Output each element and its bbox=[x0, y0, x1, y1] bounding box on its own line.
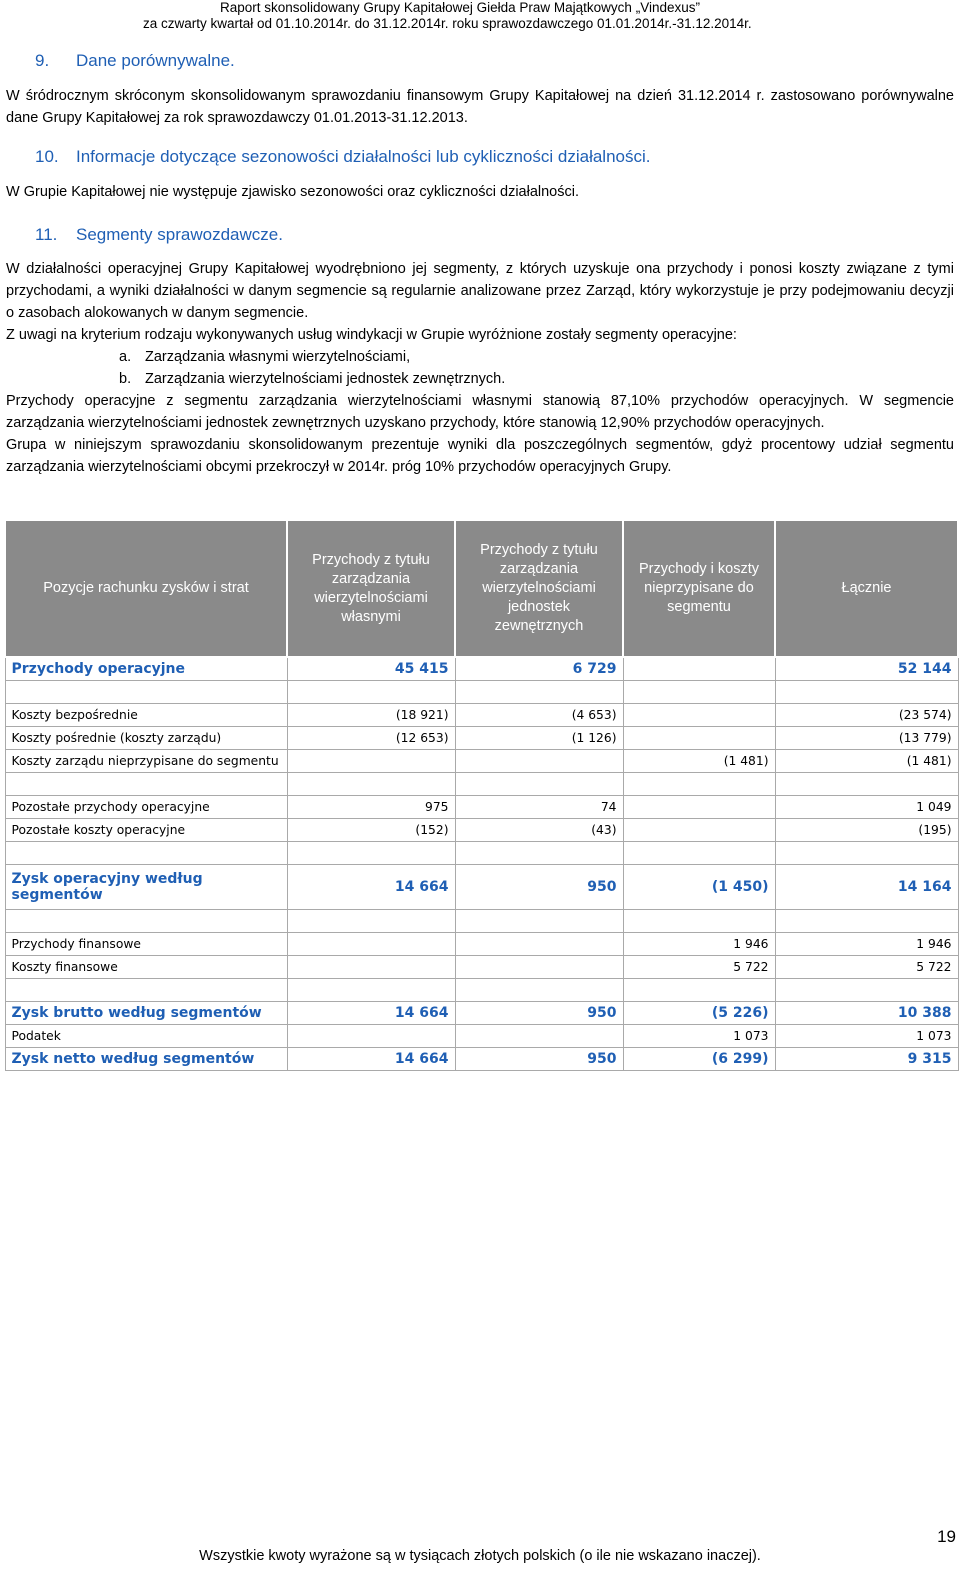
header-total: Łącznie bbox=[775, 520, 958, 657]
cell-value: (1 450) bbox=[623, 865, 775, 910]
cell-value bbox=[455, 933, 623, 956]
section-9-text: W śródrocznym skróconym skonsolidowanym sprawozdaniu finansowym Grupy Kapitałowej na dzień 31.12.2014 r. zastosowano porównywalne dane Grupy Kapitałowej za rok sprawozdawczy 01.01.2013-31.12.2013. bbox=[6, 88, 954, 126]
footer-note: Wszystkie kwoty wyrażone są w tysiącach złotych polskich (o ile nie wskazano inaczej). bbox=[199, 1548, 761, 1564]
cell-value bbox=[623, 773, 775, 796]
cell-value bbox=[623, 979, 775, 1002]
cell-value: 6 729 bbox=[455, 657, 623, 681]
cell-value: 975 bbox=[287, 796, 455, 819]
cell-value: 950 bbox=[455, 1002, 623, 1025]
list-item: b. Zarządzania wierzytelnościami jednostek zewnętrznych. bbox=[119, 371, 506, 387]
row-label: Pozostałe koszty operacyjne bbox=[5, 819, 287, 842]
segments-table bbox=[4, 519, 959, 1071]
cell-value: (5 226) bbox=[623, 1002, 775, 1025]
cell-value: (18 921) bbox=[287, 704, 455, 727]
cell-value: 950 bbox=[455, 1048, 623, 1071]
cell-value bbox=[287, 773, 455, 796]
cell-value bbox=[455, 842, 623, 865]
report-header-title: Raport skonsolidowany Grupy Kapitałowej Giełda Praw Majątkowych „Vindexus” bbox=[220, 0, 700, 15]
cell-value bbox=[775, 681, 958, 704]
cell-value: 14 664 bbox=[287, 865, 455, 910]
cell-value: (152) bbox=[287, 819, 455, 842]
cell-value: 52 144 bbox=[775, 657, 958, 681]
cell-value bbox=[455, 979, 623, 1002]
row-label: Koszty pośrednie (koszty zarządu) bbox=[5, 727, 287, 750]
cell-value bbox=[623, 704, 775, 727]
table-row bbox=[5, 1048, 958, 1071]
row-label: Koszty finansowe bbox=[5, 956, 287, 979]
cell-value: 1 073 bbox=[775, 1025, 958, 1048]
row-label: Koszty zarządu nieprzypisane do segmentu bbox=[5, 750, 287, 773]
section-10-text: W Grupie Kapitałowej nie występuje zjawisko sezonowości oraz cykliczności działalności. bbox=[6, 184, 579, 200]
report-header-period: za czwarty kwartał od 01.10.2014r. do 31.12.2014r. roku sprawozdawczego 01.01.2014r.-31.12.2014r. bbox=[143, 16, 752, 31]
cell-value: 14 664 bbox=[287, 1002, 455, 1025]
cell-value: 1 946 bbox=[775, 933, 958, 956]
cell-value: (1 481) bbox=[623, 750, 775, 773]
cell-value bbox=[623, 681, 775, 704]
cell-value bbox=[455, 956, 623, 979]
row-label: Koszty bezpośrednie bbox=[5, 704, 287, 727]
cell-value: 9 315 bbox=[775, 1048, 958, 1071]
cell-value: 10 388 bbox=[775, 1002, 958, 1025]
cell-value: 5 722 bbox=[775, 956, 958, 979]
cell-value: (43) bbox=[455, 819, 623, 842]
cell-value bbox=[287, 1025, 455, 1048]
cell-value bbox=[455, 750, 623, 773]
section-9-number: 9. bbox=[35, 51, 50, 70]
cell-value bbox=[287, 681, 455, 704]
cell-value: (12 653) bbox=[287, 727, 455, 750]
cell-value bbox=[287, 910, 455, 933]
header-own-receivables: Przychody z tytułu zarządzania wierzytelnościami własnymi bbox=[287, 520, 455, 657]
table-spacer-row bbox=[5, 773, 958, 796]
cell-value bbox=[623, 910, 775, 933]
header-item: Pozycje rachunku zysków i strat bbox=[5, 520, 287, 657]
table-row bbox=[5, 956, 958, 979]
table-header-row bbox=[5, 520, 958, 657]
cell-value: (1 481) bbox=[775, 750, 958, 773]
row-label bbox=[5, 910, 287, 933]
section-10-title: Informacje dotyczące sezonowości działalności lub cykliczności działalności. bbox=[76, 147, 651, 166]
table-spacer-row bbox=[5, 979, 958, 1002]
cell-value: 1 073 bbox=[623, 1025, 775, 1048]
cell-value: (6 299) bbox=[623, 1048, 775, 1071]
segments-paragraph-3: Przychody operacyjne z segmentu zarządzania wierzytelnościami własnymi stanowią 87,10% przychodów operacyjnych. W segmencie zarządzania wierzytelnościami jednostek zewnętrznych uzyskano przychody, które stanowią 12,90% przychodów operacyjnych. bbox=[6, 393, 954, 431]
table-spacer-row bbox=[5, 681, 958, 704]
cell-value bbox=[287, 933, 455, 956]
cell-value bbox=[455, 773, 623, 796]
row-label: Podatek bbox=[5, 1025, 287, 1048]
cell-value bbox=[455, 1025, 623, 1048]
cell-value: 14 164 bbox=[775, 865, 958, 910]
cell-value: 74 bbox=[455, 796, 623, 819]
table-row bbox=[5, 1025, 958, 1048]
section-10-number: 10. bbox=[35, 147, 59, 166]
cell-value: 950 bbox=[455, 865, 623, 910]
cell-value bbox=[455, 681, 623, 704]
cell-value: (1 126) bbox=[455, 727, 623, 750]
cell-value: 45 415 bbox=[287, 657, 455, 681]
cell-value bbox=[287, 842, 455, 865]
section-11-title: Segmenty sprawozdawcze. bbox=[76, 225, 283, 244]
table-row bbox=[5, 657, 958, 681]
row-label: Zysk netto według segmentów bbox=[5, 1048, 287, 1071]
table-row bbox=[5, 1002, 958, 1025]
cell-value bbox=[775, 979, 958, 1002]
cell-value: (13 779) bbox=[775, 727, 958, 750]
cell-value bbox=[455, 910, 623, 933]
section-11-number: 11. bbox=[35, 225, 58, 244]
row-label bbox=[5, 773, 287, 796]
page-number: 19 bbox=[937, 1527, 956, 1546]
segments-paragraph-2: Z uwagi na kryterium rodzaju wykonywanych usług windykacji w Grupie wyróżnione zostały segmenty operacyjne: bbox=[6, 327, 737, 343]
table-row bbox=[5, 727, 958, 750]
cell-value bbox=[775, 773, 958, 796]
cell-value bbox=[623, 842, 775, 865]
cell-value: (195) bbox=[775, 819, 958, 842]
cell-value: 1 946 bbox=[623, 933, 775, 956]
section-9-title: Dane porównywalne. bbox=[76, 51, 235, 70]
row-label: Przychody operacyjne bbox=[5, 657, 287, 681]
cell-value: 14 664 bbox=[287, 1048, 455, 1071]
cell-value bbox=[287, 750, 455, 773]
list-item: a. Zarządzania własnymi wierzytelnościami, bbox=[119, 349, 411, 365]
table-row bbox=[5, 750, 958, 773]
table-row bbox=[5, 704, 958, 727]
cell-value: 5 722 bbox=[623, 956, 775, 979]
cell-value bbox=[623, 819, 775, 842]
cell-value: 1 049 bbox=[775, 796, 958, 819]
row-label bbox=[5, 681, 287, 704]
cell-value bbox=[775, 842, 958, 865]
cell-value bbox=[623, 657, 775, 681]
cell-value bbox=[623, 727, 775, 750]
header-external-receivables: Przychody z tytułu zarządzania wierzytelnościami jednostek zewnętrznych bbox=[455, 520, 623, 657]
cell-value: (4 653) bbox=[455, 704, 623, 727]
table-spacer-row bbox=[5, 842, 958, 865]
table-row bbox=[5, 865, 958, 910]
header-unallocated: Przychody i koszty nieprzypisane do segmentu bbox=[623, 520, 775, 657]
row-label bbox=[5, 842, 287, 865]
segments-paragraph-4: Grupa w niniejszym sprawozdaniu skonsolidowanym prezentuje wyniki dla poszczególnych segmentów, gdyż procentowy udział segmentu zarządzania wierzytelnościami obcymi przekroczył w 2014r. próg 10% przychodów operacyjnych Grupy. bbox=[6, 437, 954, 475]
cell-value: (23 574) bbox=[775, 704, 958, 727]
table-spacer-row bbox=[5, 910, 958, 933]
cell-value bbox=[287, 956, 455, 979]
row-label: Zysk brutto według segmentów bbox=[5, 1002, 287, 1025]
row-label: Przychody finansowe bbox=[5, 933, 287, 956]
row-label: Pozostałe przychody operacyjne bbox=[5, 796, 287, 819]
cell-value bbox=[623, 796, 775, 819]
row-label bbox=[5, 979, 287, 1002]
table-row bbox=[5, 933, 958, 956]
table-row bbox=[5, 796, 958, 819]
table-row bbox=[5, 819, 958, 842]
row-label: Zysk operacyjny według segmentów bbox=[5, 865, 287, 910]
cell-value bbox=[775, 910, 958, 933]
segments-paragraph-1: W działalności operacyjnej Grupy Kapitałowej wyodrębniono jej segmenty, z których uzyskuje ona przychody i ponosi koszty związane z tymi przychodami, a wyniki działalności w danym segmencie są regularnie analizowane przez Zarząd, który wykorzystuje je przy podejmowaniu decyzji o zasobach alokowanych w danym segmencie. bbox=[6, 261, 954, 321]
cell-value bbox=[287, 979, 455, 1002]
